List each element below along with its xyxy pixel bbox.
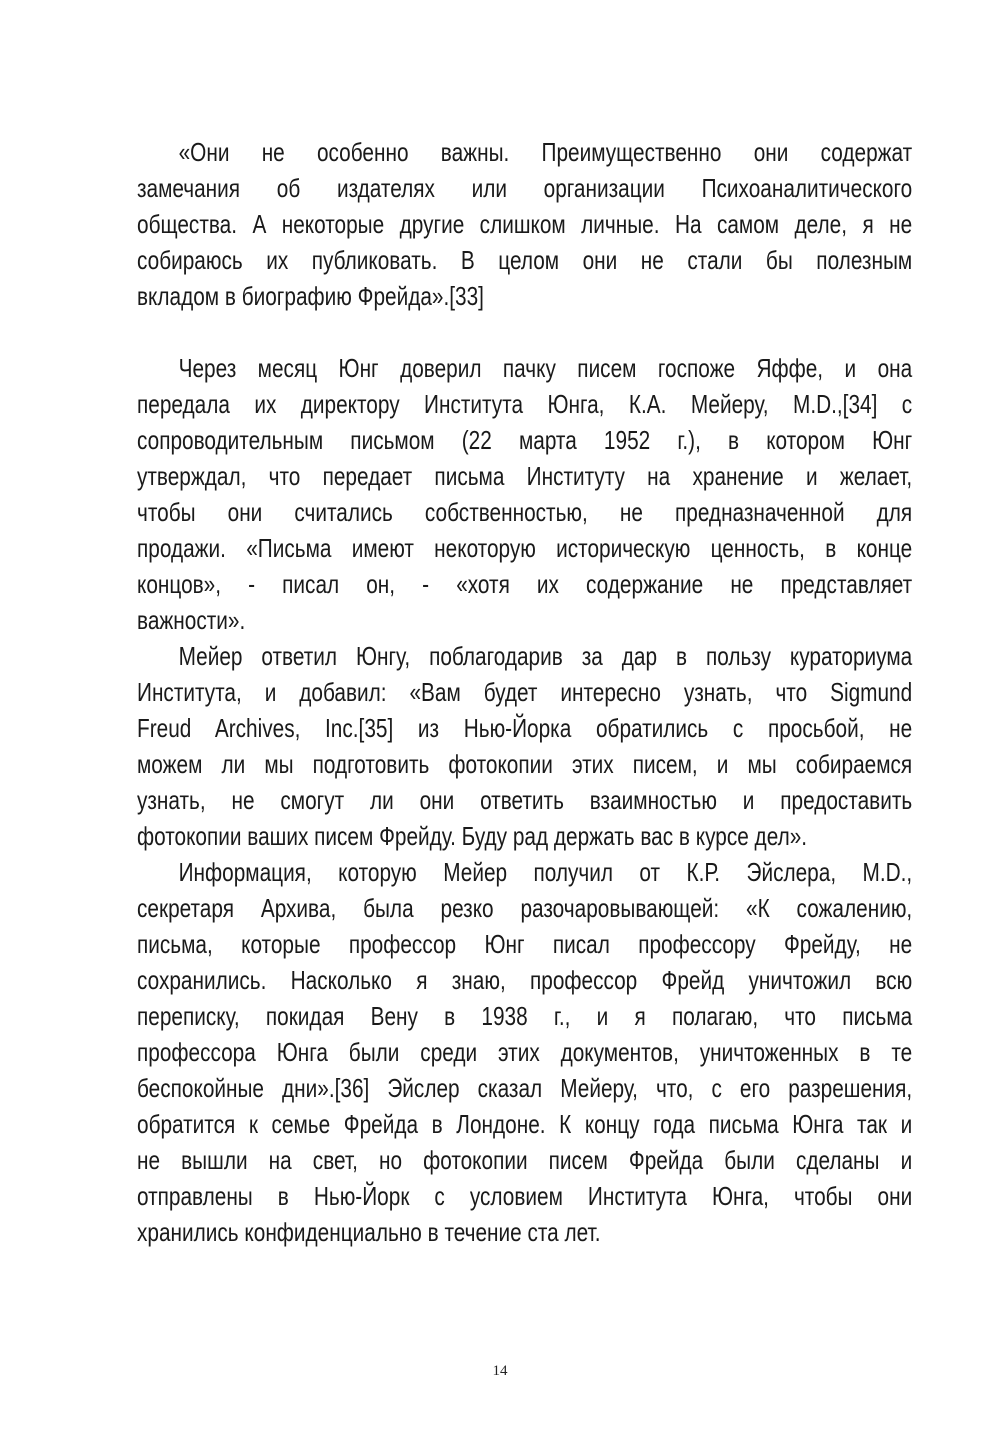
text-line: передала их директору Института Юнга, К.А. Мейеру, M.D.,[34] с <box>137 389 913 419</box>
paragraph <box>137 854 912 1250</box>
text-line: профессора Юнга были среди этих документов, уничтоженных в те <box>137 1037 913 1067</box>
text-line: переписку, покидая Вену в 1938 г., и я полагаю, что письма <box>137 1001 913 1031</box>
body-text <box>137 134 912 1250</box>
text-line: письма, которые профессор Юнг писал профессору Фрейду, не <box>137 929 913 959</box>
paragraph <box>137 350 912 638</box>
paragraph <box>137 638 912 854</box>
text-line: собираюсь их публиковать. В целом они не стали бы полезным <box>137 245 913 275</box>
text-line: можем ли мы подготовить фотокопии этих писем, и мы собираемся <box>137 749 913 779</box>
text-line: утверждал, что передает письма Институту на хранение и желает, <box>137 461 913 491</box>
text-line: не вышли на свет, но фотокопии писем Фрейда были сделаны и <box>137 1145 913 1175</box>
text-line: замечания об издателях или организации Психоаналитического <box>137 173 913 203</box>
page-number: 14 <box>492 1363 508 1379</box>
text-line: Института, и добавил: «Вам будет интересно узнать, что Sigmund <box>137 677 913 707</box>
text-line: секретаря Архива, была резко разочаровывающей: «К сожалению, <box>137 893 913 923</box>
text-line: вкладом в биографию Фрейда».[33] <box>137 281 484 311</box>
text-line: Информация, которую Мейер получил от К.Р. Эйслера, M.D., <box>178 857 913 887</box>
text-line: Через месяц Юнг доверил пачку писем госпоже Яффе, и она <box>178 353 913 383</box>
text-line: сохранились. Насколько я знаю, профессор Фрейд уничтожил всю <box>137 965 913 995</box>
text-line: общества. А некоторые другие слишком личные. На самом деле, я не <box>137 209 913 239</box>
text-line: продажи. «Письма имеют некоторую историческую ценность, в конце <box>137 533 913 563</box>
text-line: узнать, не смогут ли они ответить взаимностью и предоставить <box>137 785 913 815</box>
text-line: Мейер ответил Юнгу, поблагодарив за дар в пользу кураториума <box>178 641 913 671</box>
text-line: концов», - писал он, - «хотя их содержание не представляет <box>137 569 913 599</box>
text-line: хранились конфиденциально в течение ста лет. <box>137 1217 601 1247</box>
text-line: «Они не особенно важны. Преимущественно они содержат <box>178 137 913 167</box>
text-line: фотокопии ваших писем Фрейду. Буду рад держать вас в курсе дел». <box>137 821 808 851</box>
paragraph <box>137 134 912 314</box>
text-line: беспокойные дни».[36] Эйслер сказал Мейеру, что, с его разрешения, <box>137 1073 913 1103</box>
text-line: сопроводительным письмом (22 марта 1952 г.), в котором Юнг <box>137 425 913 455</box>
text-line: обратится к семье Фрейда в Лондоне. К концу года письма Юнга так и <box>137 1109 913 1139</box>
text-line: чтобы они считались собственностью, не предназначенной для <box>137 497 913 527</box>
text-line: важности». <box>137 605 246 635</box>
text-line: отправлены в Нью-Йорк с условием Института Юнга, чтобы они <box>137 1181 913 1211</box>
text-line: Freud Archives, Inc.[35] из Нью-Йорка обратились с просьбой, не <box>137 713 913 743</box>
